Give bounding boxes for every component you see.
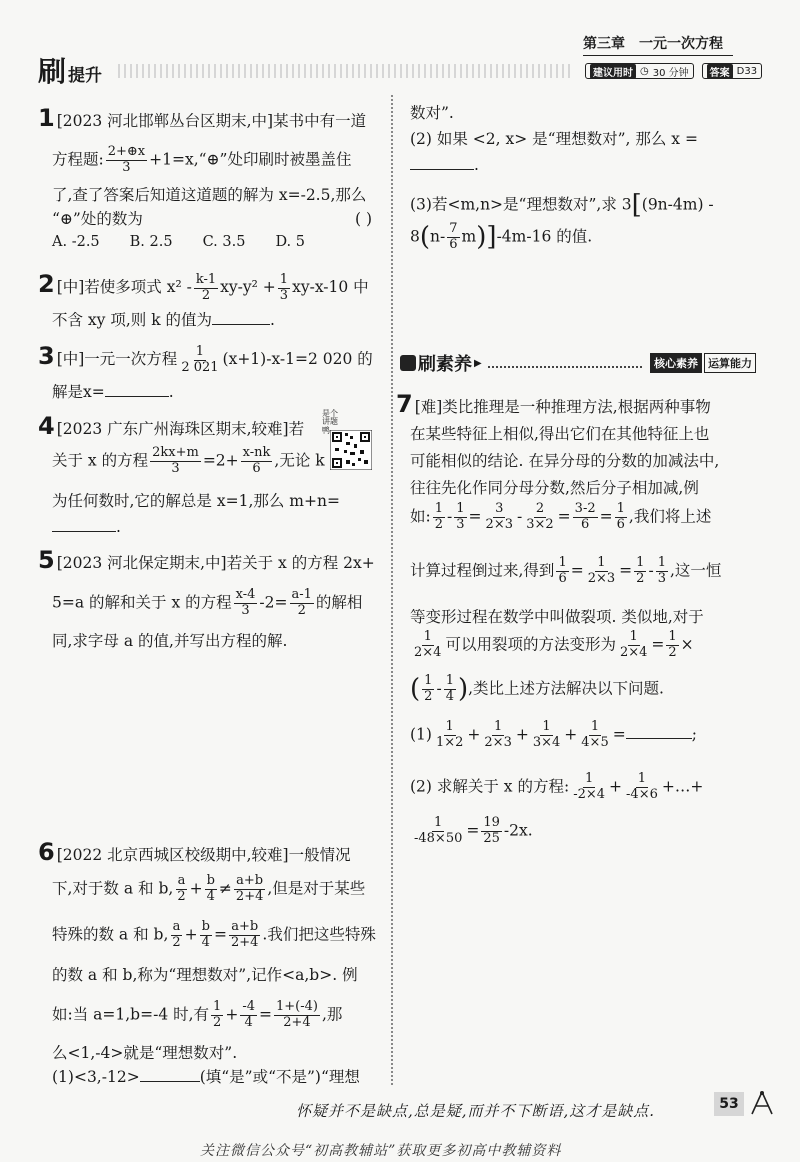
frac-num: 1 (657, 555, 666, 570)
q5-text2b: -2= (259, 593, 288, 612)
q1-text2a: 方程题: (52, 150, 104, 169)
q6-frac-den: 4 (244, 1014, 253, 1030)
q7-fraction (573, 502, 598, 533)
q7-part1-label: (1) (410, 725, 432, 744)
q6-answer-blank-1[interactable] (140, 1081, 200, 1082)
q7-fraction (531, 720, 562, 751)
answer-value: D33 (736, 65, 758, 77)
q7-text6a: 计算过程倒过来,得到 (410, 561, 555, 580)
q6-frac-den: 2+4 (235, 888, 264, 904)
q6-cont-fraction (447, 222, 459, 253)
q7-times: × (680, 635, 694, 654)
q3-frac-den: 2 021 (181, 359, 219, 375)
q6-text6: 么<1,-4>就是“理想数对”. (52, 1044, 238, 1062)
q7-fraction (524, 502, 555, 533)
q6-cont-text5b: n- (430, 227, 446, 246)
chapter-title (583, 33, 723, 53)
frac-num: 1 (445, 719, 454, 734)
q7-fraction (412, 816, 464, 847)
q7-fraction (482, 720, 513, 751)
q7-line6: 计算过程倒过来,得到 $\frac{1}{6}$ = $\frac{1}{2\times 3}$ = $\frac{1}{2}$ - $\frac{1}{3}$ ,这一恒 (410, 555, 722, 586)
q7-fraction (634, 556, 646, 587)
q7-text5b: ,我们将上述 (628, 507, 712, 526)
frac-den: 1×2 (435, 734, 464, 750)
q3-answer-blank[interactable] (105, 396, 169, 397)
q6-line3 (52, 920, 376, 951)
q1-line3 (52, 186, 366, 205)
left-paren-icon: ( (410, 674, 421, 704)
q7-text3: 可能相似的结论. 在异分母的分数的加减法中, (410, 452, 720, 470)
q6-frac-den: 2 (177, 888, 186, 904)
q7-line4 (410, 479, 699, 498)
q2-frac1-den: 2 (201, 287, 211, 303)
q6-frac-den: 2 (172, 934, 181, 950)
frac-den: 4 (445, 689, 454, 705)
q6-text3a: 特殊的数 a 和 b, (52, 925, 169, 944)
answer-label: 答案 (707, 64, 733, 79)
frac-num: 2 (535, 501, 545, 516)
q6-cont-line1 (410, 104, 454, 123)
column-divider (391, 95, 393, 1085)
logo (38, 50, 102, 90)
frac-den: -48×50 (414, 830, 463, 846)
q6-frac-num: b (201, 919, 210, 934)
q6-line5 (52, 1000, 342, 1031)
q2-fraction1 (194, 273, 218, 304)
q7-text6b: ,这一恒 (669, 561, 722, 580)
q6-eq: = (213, 925, 227, 944)
q6-text1: [2022 北京西城区校级期中,较难]一般情况 (56, 846, 351, 864)
q7-fraction (444, 674, 456, 705)
time-label: 建议用时 (590, 64, 636, 79)
q2-answer-blank[interactable] (212, 324, 270, 325)
q1-text1: [2023 河北邯郸丛台区期末,中]某书中有一道 (56, 112, 367, 130)
q7-text1: [难]类比推理是一种推理方法,根据两种事物 (414, 398, 711, 416)
q6-text5a: 如:当 a=1,b=-4 时,有 (52, 1005, 210, 1024)
q6-plus3: + (225, 1005, 239, 1024)
q7-line1 (396, 390, 711, 419)
q6-cont-text1: 数对”. (410, 104, 454, 122)
q7-number: 7 (396, 390, 413, 418)
q4-frac2-num: x-nk (242, 445, 271, 460)
q2-text1c: xy-x-10 中 (292, 278, 369, 296)
q7-part2-label: (2) 求解关于 x 的方程: (410, 777, 570, 796)
q6-fraction-a2 (175, 874, 187, 905)
q2-line1 (38, 270, 369, 303)
q1-line1 (38, 104, 366, 133)
q1-number: 1 (38, 104, 55, 132)
q1-line2 (52, 145, 351, 176)
frac-den: 2 (668, 644, 677, 660)
q5-text1: [2023 河北保定期末,中]若关于 x 的方程 2x+ (56, 554, 375, 572)
q7-answer-blank[interactable] (626, 738, 692, 739)
q7-text2: 在某些特征上相似,得出它们在其他特征上也 (410, 425, 710, 443)
q6-fraction-sum (234, 874, 265, 905)
section-title: 刷素养 (418, 354, 472, 375)
q5-frac1-den: 3 (241, 602, 250, 618)
q6-frac-num: a+b (236, 873, 264, 888)
frac-num: 1 (597, 555, 606, 570)
q6-cont-line3: . (410, 156, 479, 175)
q6-line4 (52, 966, 358, 985)
q6-line6 (52, 1044, 237, 1063)
q6-plus2: + (184, 925, 198, 944)
q7-fraction (422, 674, 434, 705)
q5-line2 (52, 588, 362, 619)
q7-text-end: -2x. (503, 821, 533, 840)
q7-line3 (410, 452, 719, 471)
q2-number: 2 (38, 270, 55, 298)
q7-fraction (412, 630, 443, 661)
q6-line7 (52, 1068, 360, 1087)
q6-fraction5 (240, 1000, 257, 1031)
right-paren-icon: ) (476, 222, 487, 252)
q3-frac-num: 1 (195, 343, 205, 359)
q4-answer-blank[interactable] (52, 531, 116, 532)
q6-frac-den: 2+4 (230, 934, 259, 950)
frac-den: -2×4 (573, 786, 606, 802)
q7-fraction (433, 502, 445, 533)
frac-num: 1 (558, 555, 567, 570)
q6-cont-frac-den: 6 (449, 237, 458, 253)
frac-den: 2 (424, 689, 433, 705)
qr-code-icon (330, 430, 372, 470)
q3-line2: 解是x= . (52, 383, 174, 401)
frac-den: 2×3 (485, 516, 513, 532)
q4-line2 (52, 446, 325, 477)
q6-cont-line5 (410, 222, 592, 253)
q6-frac-den: 2 (213, 1014, 222, 1030)
left-paren-icon: ( (419, 222, 431, 252)
q2-fraction2 (278, 273, 290, 304)
frac-num: 1 (629, 629, 638, 644)
page-number: 53 (714, 1092, 744, 1116)
q5-text3: 同,求字母 a 的值,并写出方程的解. (52, 632, 288, 650)
q2-line2: 不含 xy 项,则 k 的值为 . (52, 311, 275, 329)
frac-num: 1 (584, 771, 594, 786)
q7-line5: 如: $\frac{1}{2}$ - $\frac{1}{3}$ = $\frac{3}{2\times 3}$ - $\frac{2}{3\times 2}$ = $\frac{3-2}{6}$ = $\frac{1}{6}$ ,我们将上述 (410, 501, 712, 532)
q7-part1: (1) $\frac{1}{1\times 2}$ + $\frac{1}{2\times 3}$ + $\frac{1}{3\times 4}$ + $\frac{1}{4\times 5}$ = ; (410, 719, 697, 750)
q5-frac2-den: 2 (297, 602, 306, 618)
q3-text1a: [中]一元一次方程 (56, 350, 178, 368)
q7-fraction (615, 502, 627, 533)
q6-cont-text5d: -4m-16 的值. (496, 227, 593, 246)
q7-fraction (666, 630, 678, 661)
q1-option-d: D. 5 (275, 234, 306, 250)
q2-frac2-den: 3 (279, 287, 289, 303)
q6-frac-num: a+b (231, 919, 259, 934)
q4-line1 (38, 412, 304, 441)
q6-cont-line4 (410, 190, 714, 221)
q7-text8a: 可以用裂项的方法变形为 (445, 635, 616, 654)
frac-den: 3×2 (526, 516, 554, 532)
frac-num: 1 (590, 719, 600, 734)
q5-frac2-num: a-1 (291, 587, 312, 602)
q1-frac-num: 2+⊕x (107, 144, 146, 159)
frac-den: 25 (483, 830, 500, 846)
q5-line3 (52, 632, 287, 651)
q7-fraction (624, 772, 660, 803)
q2-frac1-num: k-1 (195, 271, 217, 287)
frac-den: 2×4 (414, 644, 442, 660)
frac-den: 6 (616, 516, 625, 532)
q7-line8: $\frac{1}{2\times 4}$ 可以用裂项的方法变形为 $\frac{1}{2\times 4}$ = $\frac{1}{2}$ × (414, 629, 694, 660)
q4-line3 (52, 492, 340, 511)
frac-num: 3-2 (574, 501, 596, 516)
q2-text1a: [中]若使多项式 x² - (56, 278, 192, 296)
q6-frac-num: -4 (242, 999, 255, 1014)
q6-line1 (38, 838, 351, 867)
arrow-icon: ▶ (474, 357, 482, 369)
q6-frac-num: a (177, 873, 186, 888)
q4-text1: [2023 广东广州海珠区期末,较难]若 (56, 420, 305, 438)
q6-text3d: .我们把这些特殊 (262, 925, 376, 944)
q6-cont-text2: (2) 如果 <2, x> 是“理想数对”, 那么 x = (410, 130, 698, 148)
q6-fraction-b4 (205, 874, 217, 905)
chapter-name: 一元一次方程 (639, 36, 723, 52)
q4-frac2-den: 6 (252, 460, 261, 476)
frac-den: 2 (434, 516, 444, 532)
q7-line2 (410, 425, 709, 444)
qr-code[interactable] (322, 410, 374, 470)
q7-fraction (579, 720, 610, 751)
q2-text1b: xy-y² + (220, 278, 276, 296)
q6-fraction-b4b (200, 920, 212, 951)
frac-den: 2×4 (619, 644, 648, 660)
q3-text2: 解是x= (52, 383, 105, 401)
q4-line4: . (52, 518, 121, 537)
section-dots (488, 358, 642, 368)
frac-num: 1 (668, 629, 677, 644)
frac-den: 3×4 (532, 734, 561, 750)
frac-num: 1 (434, 815, 443, 830)
q6-neq: ≠ (218, 879, 232, 898)
q4-number: 4 (38, 412, 55, 440)
q6-plus: + (189, 879, 203, 898)
q6-frac-num: 1+(-4) (275, 999, 318, 1014)
q4-fraction1 (150, 446, 201, 477)
q5-text2a: 5=a 的解和关于 x 的方程 (52, 593, 232, 612)
q1-fraction (106, 145, 147, 176)
q7-fraction (618, 630, 649, 661)
time-value: 30 分钟 (652, 67, 689, 79)
frac-den: 3 (657, 570, 666, 586)
section-tag-skill: 运算能力 (704, 353, 756, 373)
q2-frac2-num: 1 (279, 271, 289, 287)
q5-frac1-num: x-4 (235, 587, 256, 602)
q6-text7a: (1)<3,-12> (52, 1068, 140, 1086)
frac-num: 1 (542, 719, 551, 734)
right-bracket-icon: ] (486, 222, 497, 252)
q6-text4: 的数 a 和 b,称为“理想数对”,记作<a,b>. 例 (52, 966, 358, 984)
footer-note: 关注微信公众号“初高教辅站”获取更多初高中教辅资料 (200, 1143, 562, 1159)
footer-motto: 怀疑并不是缺点,总是疑,而并不下断语,这才是缺点. (296, 1102, 656, 1120)
section-tag-core: 核心素养 (650, 353, 702, 373)
q3-fraction (179, 345, 220, 376)
time-badge (585, 63, 694, 79)
q1-answer-bracket: ( ) (354, 210, 372, 228)
q5-fraction1 (234, 588, 258, 619)
q1-text4: “⊕”处的数为 (52, 210, 143, 228)
q6-cont-frac-num: 7 (449, 221, 458, 237)
q3-line1 (38, 342, 373, 375)
q6-line2 (52, 874, 365, 905)
q4-text2a: 关于 x 的方程 (52, 451, 149, 470)
q6-frac-den: 4 (206, 888, 215, 904)
q1-frac-den: 3 (122, 159, 131, 175)
left-bracket-icon: [ (631, 190, 642, 220)
q6-cont-text5c: m (461, 227, 477, 246)
q6-frac-den: 4 (201, 934, 210, 950)
q3-text1b: (x+1)-x-1=2 020 的 (222, 350, 373, 368)
q6-cont-text5a: 8 (410, 227, 420, 246)
q6-answer-blank-2[interactable] (410, 169, 474, 170)
section-logo-icon (400, 355, 416, 371)
q7-fraction (484, 502, 515, 533)
q7-fraction (481, 816, 502, 847)
time-badges (585, 63, 762, 79)
q7-text9: ,类比上述方法解决以下问题. (468, 679, 664, 698)
logo-big: 刷 (38, 55, 67, 88)
q6-cont-text4a: (3)若<m,n>是“理想数对”,求 3 (410, 195, 632, 214)
q6-fraction6 (274, 1000, 320, 1031)
q1-text2b: +1=x,“⊕”处印刷时被墨盖住 (149, 150, 352, 169)
q7-ellipsis: +…+ (661, 777, 704, 796)
frac-num: 19 (483, 815, 500, 830)
q6-frac-den: 2+4 (283, 1014, 311, 1030)
q4-text2c: ,无论 k (274, 451, 325, 470)
q7-text7: 等变形过程在数学中叫做裂项. 类似地,对于 (410, 608, 704, 626)
frac-num: 1 (445, 673, 454, 689)
q7-fraction (454, 502, 466, 533)
clock-icon: ◷ (640, 65, 649, 77)
q7-text4: 往往先化作同分母分数,然后分子相加减,例 (410, 479, 699, 497)
frac-den: 6 (581, 516, 590, 532)
frac-den: 2×3 (587, 570, 616, 586)
frac-num: 1 (423, 629, 432, 644)
frac-den: 3 (456, 516, 465, 532)
q5-number: 5 (38, 546, 55, 574)
q6-text5d: ,那 (321, 1005, 343, 1024)
header-rule (583, 55, 733, 56)
q7-fraction (434, 720, 465, 751)
frac-den: -4×6 (626, 786, 658, 802)
compass-icon (748, 1090, 776, 1116)
q6-fraction4 (211, 1000, 223, 1031)
q1-option-b: B. 2.5 (129, 234, 173, 250)
chapter-number: 第三章 (583, 36, 625, 52)
q7-fraction (656, 556, 668, 587)
q5-line1 (38, 546, 375, 575)
q1-option-c: C. 3.5 (202, 234, 246, 250)
q6-text7b: (填“是”或“不是”)“理想 (199, 1068, 360, 1086)
q3-number: 3 (38, 342, 55, 370)
q6-frac-num: b (206, 873, 215, 888)
qr-label: 是个讲题鸭 (322, 409, 338, 435)
frac-num: 1 (456, 501, 465, 516)
q7-fraction (556, 556, 568, 587)
frac-den: 6 (558, 570, 567, 586)
q4-text2b: =2+ (202, 451, 239, 470)
q4-frac1-num: 2kx+m (152, 445, 199, 460)
frac-num: 1 (493, 719, 503, 734)
q7-line9: ( $\frac{1}{2}$ - $\frac{1}{4}$ ),类比上述方法解决以下问题. (410, 673, 664, 705)
q6-cont-line2 (410, 130, 698, 149)
q6-number: 6 (38, 838, 55, 866)
q5-text2c: 的解相 (315, 593, 363, 612)
q4-fraction2 (241, 446, 273, 477)
q5-fraction2 (290, 588, 314, 619)
answer-badge (702, 63, 762, 79)
frac-num: 1 (636, 555, 645, 570)
q6-frac-num: a (172, 919, 181, 934)
frac-num: 1 (637, 771, 647, 786)
q7-part2-line2: $\frac{1}{-48\times 50}$ = $\frac{19}{25}$ -2x. (414, 815, 533, 846)
q4-frac1-den: 3 (171, 460, 180, 476)
q6-text2d: ,但是对于某些 (267, 879, 366, 898)
section-header (400, 352, 756, 374)
q2-text2: 不含 xy 项,则 k 的值为 (52, 311, 213, 329)
right-paren-icon: ) (457, 674, 469, 704)
q7-part2: (2) 求解关于 x 的方程: $\frac{1}{-2\times 4}$ + $\frac{1}{-4\times 6}$ +…+ (410, 771, 704, 802)
q1-line4 (52, 210, 372, 229)
frac-num: 1 (616, 501, 625, 516)
q7-line7 (410, 608, 704, 627)
q6-frac-num: 1 (213, 999, 222, 1014)
q6-eq2: = (258, 1005, 272, 1024)
frac-den: 2 (636, 570, 645, 586)
header-dots (118, 64, 573, 78)
q7-fraction (571, 772, 607, 803)
q4-text3: 为任何数时,它的解总是 x=1,那么 m+n= (52, 492, 340, 510)
logo-small: 提升 (68, 66, 103, 86)
q6-cont-text4b: (9n-4m) - (641, 195, 714, 214)
frac-den: 4×5 (581, 734, 609, 750)
frac-num: 1 (434, 501, 444, 516)
q6-fraction-a2b (170, 920, 182, 951)
q1-options (52, 234, 305, 251)
q1-text3: 了,查了答案后知道这道题的解为 x=-2.5,那么 (52, 186, 367, 204)
frac-num: 1 (424, 673, 433, 689)
q7-text5a: 如: (410, 507, 431, 526)
q7-fraction (586, 556, 617, 587)
frac-num: 3 (495, 501, 504, 516)
frac-den: 2×3 (484, 734, 512, 750)
q1-option-a: A. -2.5 (52, 234, 100, 250)
q6-text2a: 下,对于数 a 和 b, (52, 879, 174, 898)
q7-semicolon: ; (691, 725, 697, 744)
q6-fraction-sumb (229, 920, 260, 951)
